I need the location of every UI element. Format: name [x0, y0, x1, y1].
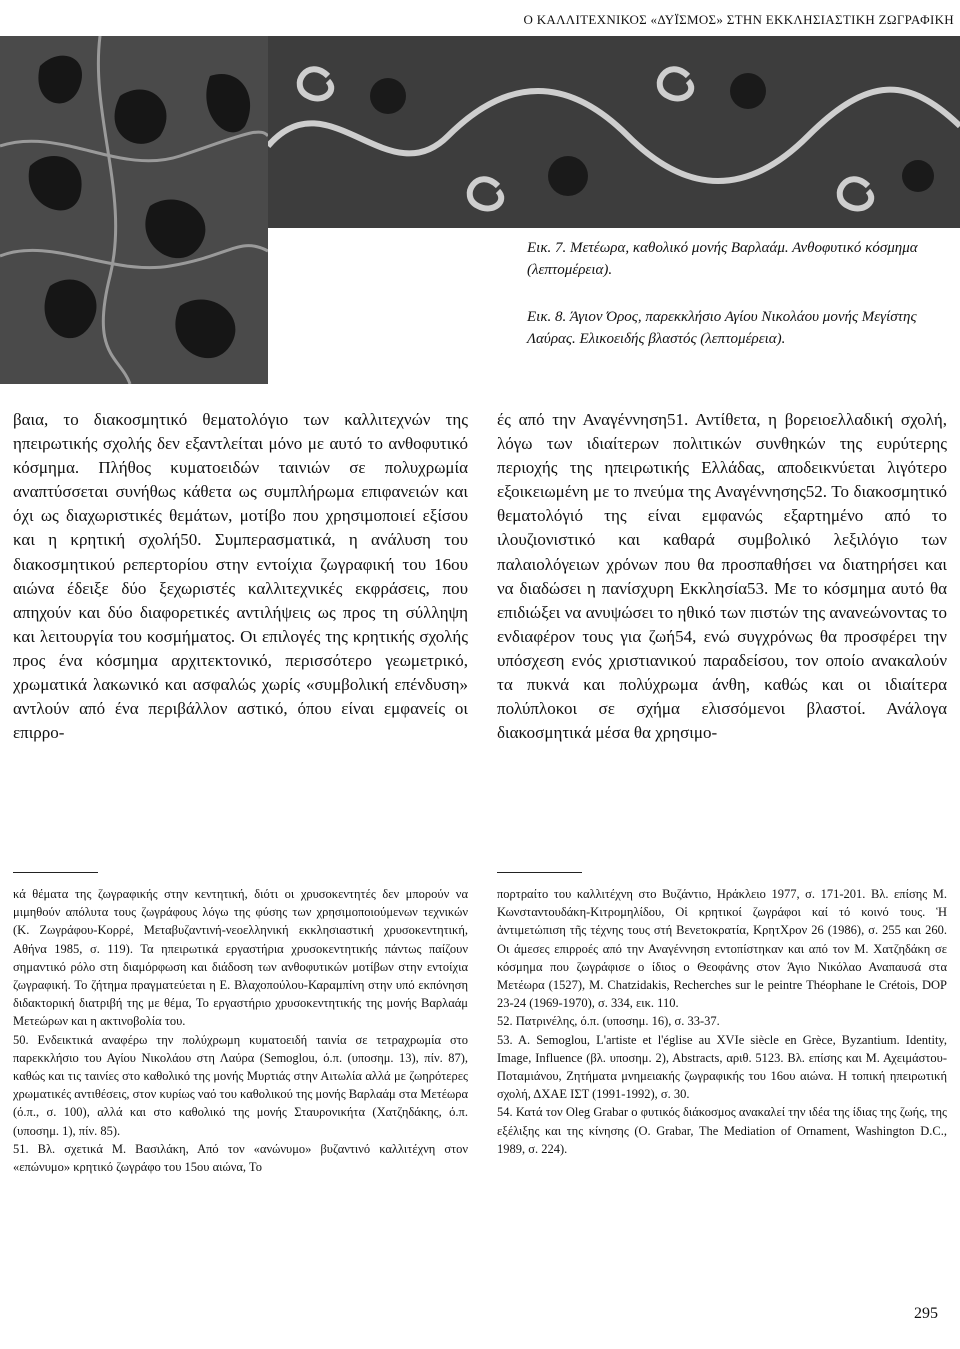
footnotes-left	[13, 885, 468, 1176]
body-left-column	[13, 408, 468, 745]
footnote-54: 54. Κατά τον Oleg Grabar ο φυτικός διάκοσμος ανακαλεί την ιδέα της ίδιας της ζωής, της εξέλιξης και της κίνησης (O. Grabar, The Mediation of Ornament, Washington D.C., 1989, σ. 224).	[497, 1105, 947, 1156]
footnote-continued: κά θέματα της ζωγραφικής στην κεντητική, διότι οι χρυσοκεντητές δεν μπορούν να μιμηθούν απόλυτα τους ζωγράφους λόγω της φύσης των χρησιμοποιούμενων τεχνικών (Κ. Ζωγράφου-Κορρέ, Μεταβυζαντινή-νεοελληνική εκκλησιαστική χρυσοκεντητική, Αθήνα 1985, σ. 119). Τα ηπειρωτικά εργαστήρια χρυσοκεντητικής πάντως παίζουν σημαντικό ρόλο στη διαμόρφωση και διάδοση των ανθοφυτικών μοτίβων στην εντοίχια ζωγραφική. Το ζήτημα πραγματεύεται η Ε. Βλαχοπούλου-Καραμπίνη στην υπό εκπόνηση διδακτορική διατριβή της με θέμα, Το εργαστήριο χρυσοκεντητικής της μονής Βαρλαάμ Μετεώρων και η ακτινοβολία του.	[13, 887, 468, 1029]
figure-8-caption: Εικ. 8. Άγιον Όρος, παρεκκλήσιο Αγίου Νικολάου μονής Μεγίστης Λαύρας. Ελικοειδής βλαστός (λεπτομέρεια).	[527, 309, 917, 347]
footnote-53: 53. A. Semoglou, L'artiste et l'église au XVIe siècle en Grèce, Byzantium. Identity, Image, Influence (βλ. υποσημ. 2), Abstracts, αριθ. 5123. Βλ. επίσης και Μ. Αχειμάστου-Ποταμιάνου, Ζητήματα μνημειακής ζωγραφικής του 16ου αιώνα. Η τοπική ηπειρωτική σχολή, ΔΧΑΕ ΙΣΤ (1991-1992), σ. 30.	[497, 1032, 947, 1102]
floral-ornament-icon	[0, 36, 268, 384]
running-header: Ο ΚΑΛΛΙΤΕΧΝΙΚΟΣ «ΔΥΪΣΜΟΣ» ΣΤΗΝ ΕΚΚΛΗΣΙΑΣΤΙΚΗ ΖΩΓΡΑΦΙΚΗ	[523, 12, 954, 27]
figure-7-caption: Εικ. 7. Μετέωρα, καθολικό μονής Βαρλαάμ. Ανθοφυτικό κόσμημα (λεπτομέρεια).	[527, 240, 918, 278]
footnote-51: 51. Βλ. σχετικά Μ. Βασιλάκη, Από τον «ανώνυμο» βυζαντινό καλλιτέχνη στον «επώνυμο» κρητικό ζωγράφο του 15ου αιώνα, Το	[13, 1141, 468, 1175]
footnote-rule-right	[497, 872, 582, 873]
figure-8-image	[268, 36, 960, 228]
footnotes-right	[497, 885, 947, 1158]
footnote-51-continued: πορτραίτο του καλλιτέχνη στο Βυζάντιο, Ηράκλειο 1977, σ. 171-201. Βλ. επίσης Μ. Κωνσταντουδάκη-Κιτρομηλίδου, Οἱ κρητικοί ζωγράφοι καί τό κοινό τους. Ἡ ἀντιμετώπιση τῆς τέχνης τους στή Βενετοκρατία, ΚρητΧρον 26 (1986), σ. 255 και 260. Οι άμεσες επιρροές από την Αναγέννηση εντοπίστηκαν και από τον Μ. Χατζηδάκη σε κόσμημα που ζωγράφισε ο ίδιος ο Θεοφάνης στον Άγιο Νικόλαο Αναπαυσά στα Μετέωρα (1527), M. Chatzidakis, Recherches sur le peintre Théophane le Crétois, DOP 23-24 (1969-1970), σ. 334, εικ. 110.	[497, 887, 947, 1011]
footnote-rule-left	[13, 872, 98, 873]
body-left-text: βαια, το διακοσμητικό θεματολόγιο των καλλιτεχνών της ηπειρωτικής σχολής δεν εξαντλείται μόνο με αυτό το ανθοφυτικό κόσμημα. Πλήθος κυματοειδών ταινιών σε πολυχρωμία αναπτύσσεται συνήθως κάθετα ως συμπλήρωμα επιφανειών και όχι ως διαχωριστικές θεμάτων, μοτίβο που χρησιμοποιεί εξίσου και η κρητική σχολή50. Συμπερασματικά, η ανάλυση του διακοσμητικού ρεπερτορίου στην εντοίχια ζωγραφική του 16ου αιώνα έδειξε δύο ξεχωριστές καλλιτεχνικές εκφράσεις, που απηχούν και δύο διαφορετικές αντιλήψεις ως προς τη σύλληψη και λειτουργία του κοσμήματος. Οι επιλογές της κρητικής σχολής προς ένα κόσμημα αρχιτεκτονικό, περισσότερο γεωμετρικό, χρωματικά λακωνικό και ασφαλώς χωρίς «συμβολική επένδυση» αντλούν από ένα περιβάλλον αστικό, όπου είναι εμφανείς οι επιρρο-	[13, 410, 468, 743]
figure-7-image	[0, 36, 268, 384]
body-right-text: ές από την Αναγέννηση51. Αντίθετα, η βορειοελλαδική σχολή, λόγω των ιδιαίτερων πολιτικών συνθηκών της ευρύτερης περιοχής της ηπειρωτικής Ελλάδας, αποδεικνύεται λιγότερο εξοικειωμένη με το πνεύμα της Αναγέννησης52. Το διακοσμητικό θεματολόγιό της είναι εμφανώς εξαρτημένο από το ιλουζιονιστικό και καθαρά συμβολικό λεξιλόγιο των παλαιολόγειων χρόνων που θα προσπαθήσει να διατηρήσει και να διαδώσει η πανίσχυρη Εκκλησία53. Με το κόσμημα αυτό θα επιδιώξει να ανυψώσει το ηθικό των πιστών της ανανεώνοντας το ενδιαφέρον τους για ζωή54, ενώ συγχρόνως θα προσφέρει την υπόσχεση ενός χριστιανικού παραδείσου, τον οποίο ανακαλούν τα πυκνά και πολύχρωμα άνθη, καθώς και οι ιδιαίτερα πολύπλοκοι σε σχήμα ελισσόμενοι βλαστοί. Ανάλογα διακοσμητικά μέσα θα χρησιμο-	[497, 410, 947, 743]
spiral-shoot-icon	[268, 36, 960, 228]
footnote-50: 50. Ενδεικτικά αναφέρω την πολύχρωμη κυματοειδή ταινία σε τετραχρωμία στο παρεκκλήσιο του Αγίου Νικολάου στη Λαύρα (Semoglou, ό.π. (υποσημ. 13), πίν. 87), καθώς και τις ταινίες στο καθολικό της μονής Μυρτιάς στην Αιτωλία αλλά με ζωηρότερες χρωματικές αντιθέσεις, στον κυρίως ναό του καθολικού της μονής Βαρλαάμ στα Μετέωρα (ό.π., σ. 100), αλλά και στο καθολικό της μονής Σταυρονικήτα (Χατζηδάκης, ό.π. (υποσημ. 1), πίν. 85).	[13, 1032, 468, 1138]
footnote-52: 52. Πατρινέλης, ό.π. (υποσημ. 16), σ. 33-37.	[497, 1014, 720, 1029]
page-number: 295	[914, 1305, 938, 1322]
body-right-column	[497, 408, 947, 745]
